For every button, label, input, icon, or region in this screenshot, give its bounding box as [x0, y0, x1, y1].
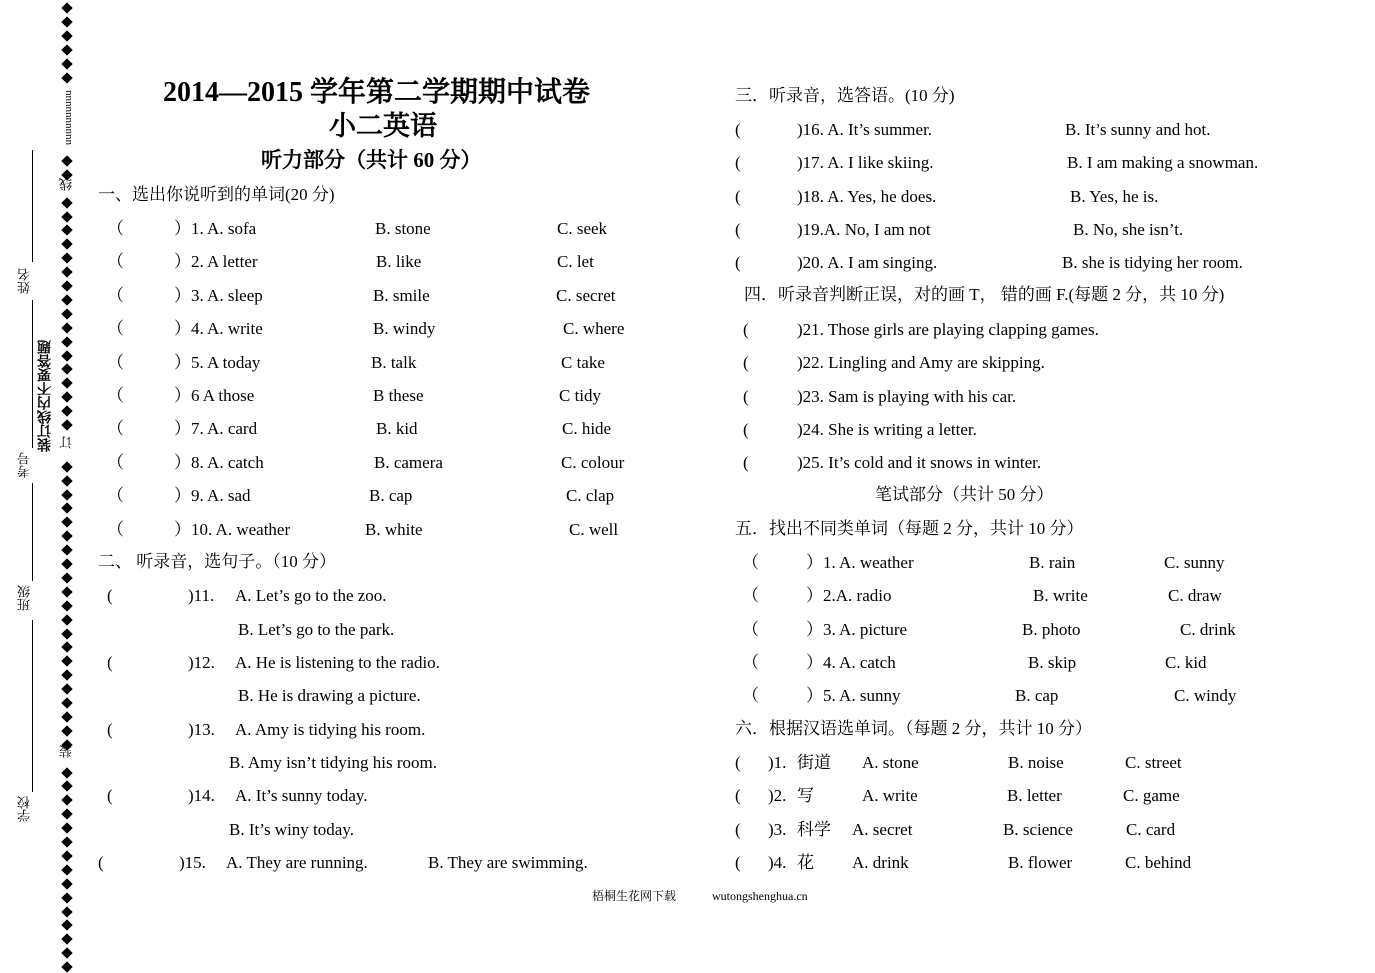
- binding-mark-zhuang: 装: [59, 745, 74, 758]
- diamond-icon: [61, 72, 72, 83]
- question-number: )12.: [188, 653, 215, 672]
- section1-heading: 一、选出你说听到的单词(20 分): [98, 185, 335, 204]
- diamond-icon: [61, 656, 72, 667]
- answer-blank[interactable]: （: [742, 620, 759, 639]
- question-number: )11.: [188, 586, 215, 605]
- written-part-heading: 笔试部分（共计 50 分）: [875, 485, 1054, 504]
- diamond-icon: [61, 489, 72, 500]
- diamond-icon: [61, 378, 72, 389]
- diamond-icon: [61, 350, 72, 361]
- diamond-icon: [61, 864, 72, 875]
- exam-number-field-line[interactable]: [32, 300, 33, 448]
- option-b: B these: [373, 386, 424, 405]
- answer-blank[interactable]: （: [107, 453, 124, 472]
- option-a: A. He is listening to the radio.: [235, 653, 440, 672]
- diamond-icon: [61, 795, 72, 806]
- option-a: A. It’s sunny today.: [235, 786, 368, 805]
- answer-blank[interactable]: （: [742, 653, 759, 672]
- statement: )25. It’s cold and it snows in winter.: [797, 453, 1042, 472]
- section2-heading: 二、 听录音，选句子。（10 分）: [98, 552, 336, 571]
- question-number-option-a: ）3. A. sleep: [174, 286, 263, 305]
- answer-blank[interactable]: (: [735, 220, 741, 239]
- option-c: C. well: [569, 520, 619, 539]
- option-b: B. noise: [1008, 753, 1064, 772]
- question-number-option-a: ）5. A. sunny: [806, 686, 901, 705]
- option-c: C. secret: [556, 286, 616, 305]
- option-c: C. drink: [1180, 620, 1236, 639]
- answer-blank[interactable]: (: [735, 853, 741, 872]
- question-number-option-a: ）3. A. picture: [806, 620, 908, 639]
- chinese-word: 写: [797, 786, 814, 805]
- question-number-option-a: ）5. A today: [174, 353, 261, 372]
- question-number: )2.: [768, 786, 787, 805]
- diamond-icon: [61, 419, 72, 430]
- answer-blank[interactable]: (: [735, 187, 741, 206]
- diamond-icon: [61, 475, 72, 486]
- diamond-icon: [61, 906, 72, 917]
- answer-blank[interactable]: (: [98, 853, 104, 872]
- exam-number-field-label: 考号: [17, 452, 32, 478]
- answer-blank[interactable]: （: [107, 486, 124, 505]
- option-b: B. They are swimming.: [428, 853, 588, 872]
- exam-title: 2014—2015 学年第二学期期中试卷: [163, 77, 591, 108]
- diamond-icon: [61, 878, 72, 889]
- diamond-icon: [61, 836, 72, 847]
- question-number-option-a: ）4. A. catch: [806, 653, 896, 672]
- answer-blank[interactable]: （: [742, 553, 759, 572]
- option-b: B. rain: [1029, 553, 1076, 572]
- class-field-line[interactable]: [32, 483, 33, 581]
- option-a: )20. A. I am singing.: [797, 253, 938, 272]
- question-number: )3.: [768, 820, 787, 839]
- answer-blank[interactable]: (: [743, 353, 749, 372]
- name-field-line[interactable]: [32, 150, 33, 262]
- diamond-icon: [61, 155, 72, 166]
- section6-heading: 六．根据汉语选单词。（每题 2 分，共计 10 分）: [735, 719, 1092, 738]
- diamond-icon: [61, 892, 72, 903]
- option-b: B. flower: [1008, 853, 1073, 872]
- answer-blank[interactable]: (: [743, 320, 749, 339]
- answer-blank[interactable]: (: [735, 153, 741, 172]
- option-c: C. draw: [1168, 586, 1222, 605]
- option-c: C. where: [563, 319, 625, 338]
- diamond-icon: [61, 600, 72, 611]
- diamond-icon: [61, 711, 72, 722]
- footer-url[interactable]: wutongshenghua.cn: [712, 889, 808, 903]
- diamond-icon: [61, 920, 72, 931]
- option-a: )16. A. It’s summer.: [797, 120, 933, 139]
- exam-subject: 小二英语: [329, 111, 437, 141]
- question-number: )13.: [188, 720, 215, 739]
- school-field-line[interactable]: [32, 620, 33, 792]
- option-a: A. drink: [852, 853, 909, 872]
- diamond-icon: [61, 197, 72, 208]
- diamond-icon: [61, 294, 72, 305]
- option-c: C. sunny: [1164, 553, 1225, 572]
- option-b: B. skip: [1028, 653, 1077, 672]
- diamond-icon: [61, 211, 72, 222]
- option-b: B. Let’s go to the park.: [238, 620, 395, 639]
- option-a: )19.A. No, I am not: [797, 220, 931, 239]
- option-b: B. talk: [371, 353, 417, 372]
- diamond-icon: [61, 44, 72, 55]
- chinese-word: 街道: [797, 753, 831, 772]
- chinese-word: 科学: [797, 820, 831, 839]
- statement: )24. She is writing a letter.: [797, 420, 977, 439]
- answer-blank[interactable]: (: [743, 387, 749, 406]
- diamond-icon: [61, 572, 72, 583]
- answer-blank[interactable]: (: [107, 720, 113, 739]
- option-b: B. It’s sunny and hot.: [1065, 120, 1211, 139]
- section5-heading: 五．找出不同类单词（每题 2 分，共计 10 分）: [735, 519, 1084, 538]
- option-c: C. windy: [1174, 686, 1237, 705]
- diamond-icon: [61, 558, 72, 569]
- diamond-icon: [61, 531, 72, 542]
- diamond-icon: [61, 670, 72, 681]
- option-a: A. stone: [862, 753, 919, 772]
- option-c: C tidy: [559, 386, 602, 405]
- diamond-icon: [61, 517, 72, 528]
- option-c: C. hide: [562, 419, 612, 438]
- question-number-option-a: ）7. A. card: [174, 419, 258, 438]
- diamond-icon: [61, 461, 72, 472]
- diamond-icon: [61, 392, 72, 403]
- binding-pattern: uuuuuuuuuu: [62, 90, 74, 145]
- diamond-icon: [61, 280, 72, 291]
- answer-blank[interactable]: （: [107, 219, 124, 238]
- option-b: B. letter: [1007, 786, 1062, 805]
- option-b: B. photo: [1022, 620, 1081, 639]
- answer-blank[interactable]: （: [107, 520, 124, 539]
- question-number-option-a: ）9. A. sad: [174, 486, 251, 505]
- class-field-label: 班级: [17, 585, 32, 611]
- option-b: B. Yes, he is.: [1070, 187, 1159, 206]
- diamond-icon: [61, 405, 72, 416]
- question-number-option-a: ）2.A. radio: [806, 586, 892, 605]
- diamond-icon: [61, 961, 72, 972]
- answer-blank[interactable]: （: [107, 252, 124, 271]
- diamond-icon: [61, 934, 72, 945]
- diamond-icon: [61, 503, 72, 514]
- section4-heading: 四．听录音判断正误，对的画 T， 错的画 F.(每题 2 分，共 10 分): [744, 285, 1225, 304]
- diamond-icon: [61, 322, 72, 333]
- answer-blank[interactable]: (: [735, 786, 741, 805]
- option-a: A. Let’s go to the zoo.: [235, 586, 387, 605]
- answer-blank[interactable]: （: [742, 686, 759, 705]
- diamond-icon: [61, 725, 72, 736]
- answer-blank[interactable]: (: [107, 786, 113, 805]
- school-field-label: 学校: [17, 796, 32, 822]
- option-b: B. He is drawing a picture.: [238, 686, 421, 705]
- answer-blank[interactable]: （: [107, 286, 124, 305]
- diamond-icon: [61, 30, 72, 41]
- answer-blank[interactable]: (: [107, 653, 113, 672]
- question-number-option-a: ）2. A letter: [174, 252, 258, 271]
- question-number-option-a: ）4. A. write: [174, 319, 263, 338]
- answer-blank[interactable]: (: [107, 586, 113, 605]
- diamond-icon: [61, 253, 72, 264]
- question-number: )1.: [768, 753, 787, 772]
- option-c: C. clap: [566, 486, 615, 505]
- diamond-icon: [61, 948, 72, 959]
- answer-blank[interactable]: (: [743, 453, 749, 472]
- option-b: B. stone: [375, 219, 431, 238]
- footer-source: 梧桐生花网下载: [592, 889, 677, 903]
- diamond-icon: [61, 225, 72, 236]
- diamond-icon: [61, 308, 72, 319]
- option-a: A. Amy is tidying his room.: [235, 720, 426, 739]
- option-c: C. colour: [561, 453, 625, 472]
- question-number-option-a: ）1. A. weather: [806, 553, 914, 572]
- option-b: B. cap: [1015, 686, 1059, 705]
- diamond-icon: [61, 822, 72, 833]
- listening-part-heading: 听力部分（共计 60 分）: [261, 148, 482, 172]
- question-number-option-a: ）8. A. catch: [174, 453, 264, 472]
- option-b: B. white: [365, 520, 423, 539]
- answer-blank[interactable]: （: [107, 419, 124, 438]
- option-a: )17. A. I like skiing.: [797, 153, 934, 172]
- option-c: C. street: [1125, 753, 1182, 772]
- option-b: B. Amy isn’t tidying his room.: [229, 753, 437, 772]
- answer-blank[interactable]: （: [742, 586, 759, 605]
- binding-warning: 装订线内不要答题: [38, 340, 53, 452]
- option-b: B. science: [1003, 820, 1073, 839]
- option-b: B. she is tidying her room.: [1062, 253, 1243, 272]
- binding-mark-ding: 订: [59, 436, 74, 449]
- option-c: C. card: [1126, 820, 1176, 839]
- chinese-word: 花: [797, 853, 814, 872]
- option-c: C. kid: [1165, 653, 1207, 672]
- option-b: B. kid: [376, 419, 418, 438]
- question-number: )14.: [188, 786, 215, 805]
- binding-mark-xian: 线: [59, 178, 74, 191]
- option-c: C. let: [557, 252, 594, 271]
- question-number: )4.: [768, 853, 787, 872]
- diamond-icon: [61, 364, 72, 375]
- diamond-icon: [61, 544, 72, 555]
- option-b: B. No, she isn’t.: [1073, 220, 1184, 239]
- question-number-option-a: ）6 A those: [174, 386, 255, 405]
- option-b: B. It’s winy today.: [229, 820, 354, 839]
- answer-blank[interactable]: （: [107, 353, 124, 372]
- answer-blank[interactable]: (: [735, 820, 741, 839]
- option-b: B. I am making a snowman.: [1067, 153, 1259, 172]
- diamond-icon: [61, 850, 72, 861]
- diamond-icon: [61, 683, 72, 694]
- statement: )22. Lingling and Amy are skipping.: [797, 353, 1045, 372]
- diamond-icon: [61, 336, 72, 347]
- answer-blank[interactable]: (: [735, 120, 741, 139]
- option-b: B. windy: [373, 319, 436, 338]
- option-c: C. seek: [557, 219, 608, 238]
- diamond-icon: [61, 809, 72, 820]
- question-number-option-a: ）10. A. weather: [174, 520, 291, 539]
- section3-heading: 三．听录音，选答语。(10 分): [735, 86, 955, 105]
- option-b: B. cap: [369, 486, 413, 505]
- diamond-icon: [61, 2, 72, 13]
- diamond-icon: [61, 58, 72, 69]
- option-a: A. secret: [852, 820, 913, 839]
- answer-blank[interactable]: (: [743, 420, 749, 439]
- option-a: )18. A. Yes, he does.: [797, 187, 937, 206]
- diamond-icon: [61, 16, 72, 27]
- diamond-icon: [61, 767, 72, 778]
- option-c: C take: [561, 353, 605, 372]
- option-a: A. write: [862, 786, 918, 805]
- option-b: B. write: [1033, 586, 1088, 605]
- diamond-icon: [61, 586, 72, 597]
- diamond-icon: [61, 697, 72, 708]
- diamond-icon: [61, 614, 72, 625]
- diamond-icon: [61, 239, 72, 250]
- answer-blank[interactable]: （: [107, 386, 124, 405]
- option-c: C. behind: [1125, 853, 1192, 872]
- option-a: A. They are running.: [226, 853, 368, 872]
- name-field-label: 姓名: [17, 268, 32, 294]
- option-c: C. game: [1123, 786, 1180, 805]
- option-b: B. camera: [374, 453, 443, 472]
- diamond-icon: [61, 628, 72, 639]
- diamond-icon: [61, 642, 72, 653]
- answer-blank[interactable]: （: [107, 319, 124, 338]
- diamond-icon: [61, 266, 72, 277]
- diamond-icon: [61, 781, 72, 792]
- statement: )23. Sam is playing with his car.: [797, 387, 1017, 406]
- question-number: )15.: [179, 853, 206, 872]
- question-number-option-a: ）1. A. sofa: [174, 219, 257, 238]
- answer-blank[interactable]: (: [735, 253, 741, 272]
- option-b: B. like: [376, 252, 422, 271]
- option-b: B. smile: [373, 286, 430, 305]
- statement: )21. Those girls are playing clapping games.: [797, 320, 1099, 339]
- answer-blank[interactable]: (: [735, 753, 741, 772]
